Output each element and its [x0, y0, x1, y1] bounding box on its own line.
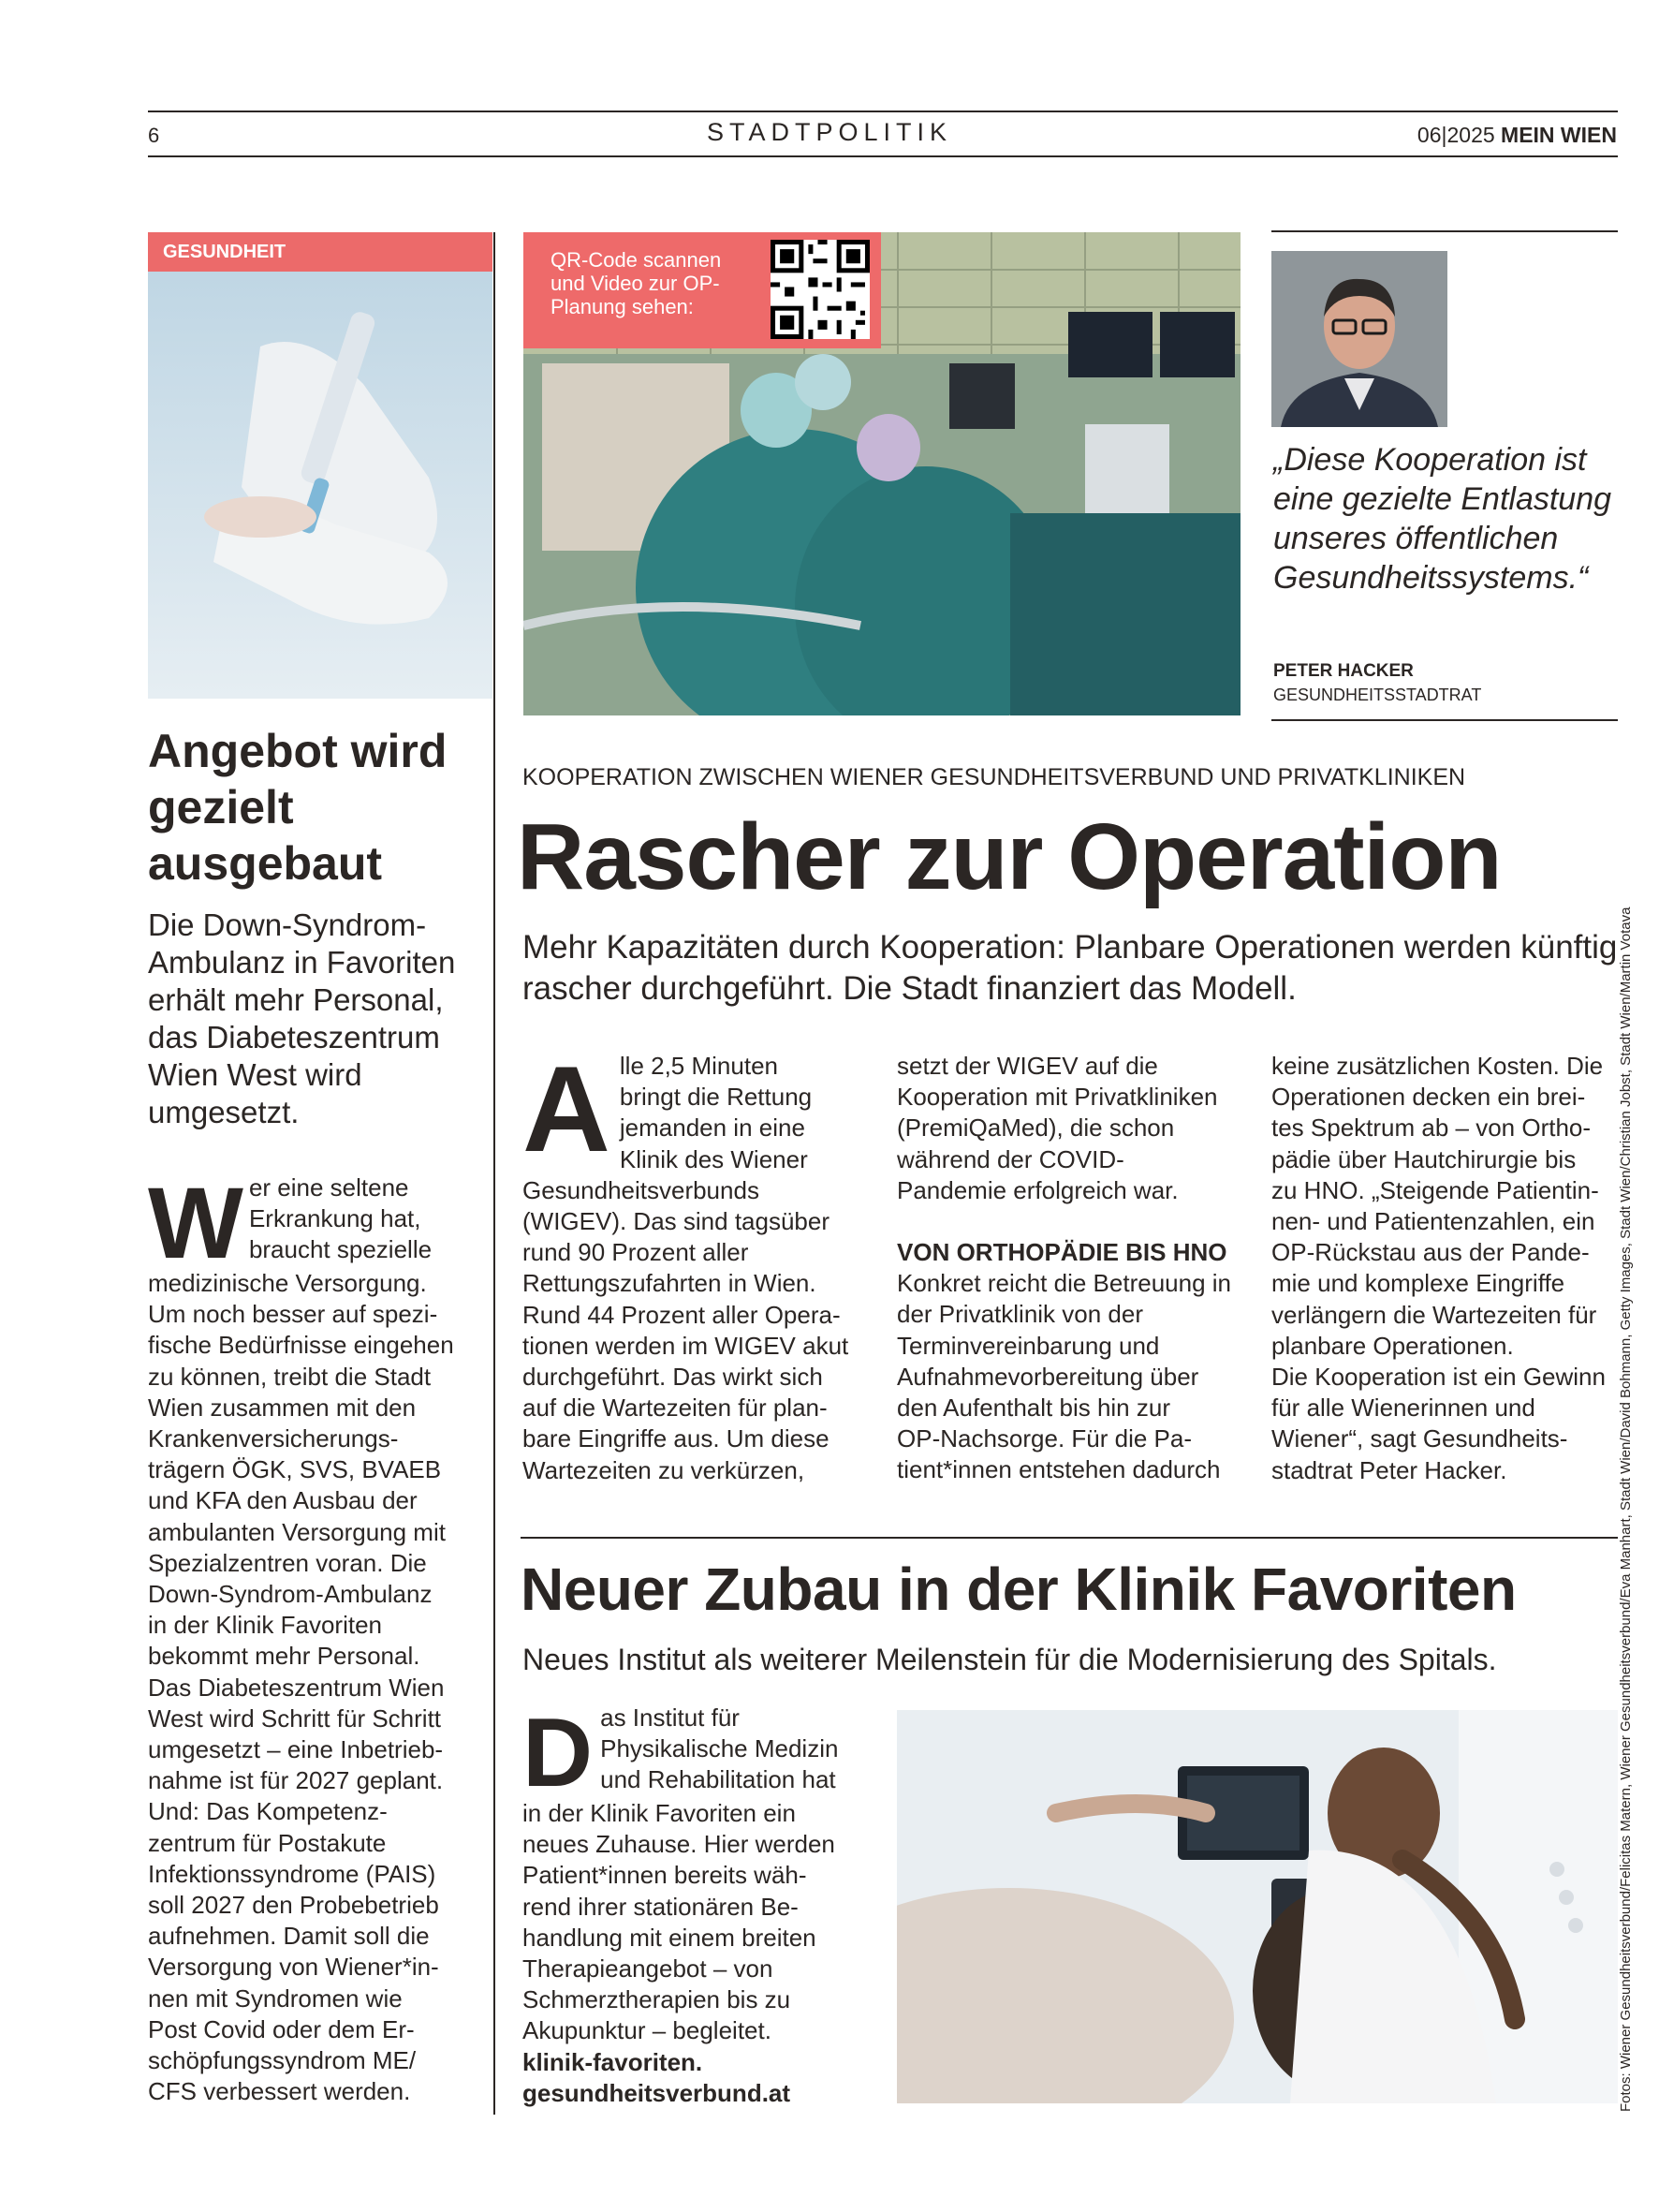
left-body-line: Down-Syndrom-Ambulanz	[148, 1580, 433, 1609]
left-headline: Angebot wird gezielt ausgebaut	[148, 725, 448, 890]
body-line: setzt der WIGEV auf die	[897, 1052, 1158, 1080]
left-body-line: zu können, treibt die Stadt	[148, 1362, 432, 1391]
body-line: stadtrat Peter Hacker.	[1271, 1455, 1507, 1484]
body-line: bringt die Rettung	[619, 1083, 813, 1112]
left-body-line: und KFA den Ausbau der	[148, 1486, 418, 1515]
section-heading: VON ORTHOPÄDIE BIS HNO	[897, 1238, 1227, 1267]
photo-credit: Fotos: Wiener Gesundheitsverbund/Felicitas Matern, Wiener Gesundheitsverbund/Eva Manhart, Stadt Wien/David Bohmann, Getty Images, Stadt Wien/Christian Jobst, Stadt Wien/Martin Votava	[1618, 907, 1634, 2112]
body-line: für alle Wienerinnen und	[1271, 1394, 1535, 1423]
body-line: Patient*innen bereits wäh-	[522, 1861, 807, 1890]
body-line: Gesundheitsverbunds	[522, 1175, 759, 1204]
body-line: Terminvereinbarung und	[897, 1331, 1160, 1360]
second-article-subtitle: Neues Institut als weiterer Meilenstein für die Modernisierung des Spitals.	[522, 1643, 1497, 1676]
left-body-line: fische Bedürfnisse eingehen	[148, 1331, 454, 1360]
qr-caption: QR-Code scannen und Video zur OP-Planung sehen:	[551, 248, 722, 318]
body-line: Pandemie erfolgreich war.	[897, 1175, 1179, 1204]
body-line: Aufnahmevorbereitung über	[897, 1362, 1199, 1391]
body-line: Physikalische Medizin	[600, 1734, 839, 1763]
left-body-line: nahme ist für 2027 geplant.	[148, 1766, 444, 1795]
body-line: mie und komplexe Eingriffe	[1271, 1269, 1565, 1298]
body-line: tionen werden im WIGEV akut	[522, 1331, 849, 1360]
left-body-line: West wird Schritt für Schritt	[148, 1703, 442, 1733]
body-line: jemanden in eine	[619, 1113, 805, 1143]
left-dropcap: W	[148, 1166, 243, 1279]
body-line: handlung mit einem breiten	[522, 1923, 816, 1952]
section-title: STADTPOLITIK	[706, 118, 953, 146]
body-line: in der Klinik Favoriten ein	[522, 1799, 796, 1827]
body-line: während der COVID-	[897, 1144, 1124, 1173]
left-body-line: schöpfungssyndrom ME/	[148, 2046, 417, 2075]
left-body-line: Wien zusammen mit den	[148, 1393, 417, 1422]
body-line: pädie über Hautchirurgie bis	[1271, 1144, 1577, 1173]
website-link-line[interactable]: gesundheitsverbund.at	[522, 2078, 791, 2107]
body-line: tes Spektrum ab – von Ortho-	[1271, 1113, 1592, 1143]
quote-top-rule	[1271, 230, 1618, 232]
body-line: Akupunktur – begleitet.	[522, 2016, 771, 2045]
body-line: lle 2,5 Minuten	[619, 1052, 778, 1080]
left-body-line: CFS verbessert werden.	[148, 2077, 411, 2106]
left-body-line: bekommt mehr Personal.	[148, 1642, 420, 1671]
body-line: Schmerztherapien bis zu	[522, 1985, 791, 2014]
body-line: as Institut für	[600, 1703, 740, 1732]
article-column-1	[522, 1040, 888, 1486]
left-body-line: soll 2027 den Probebetrieb	[148, 1891, 439, 1920]
body-line: rend ihrer stationären Be-	[522, 1892, 799, 1921]
body-line: verlängern die Wartezeiten für	[1271, 1300, 1597, 1329]
body-line: Therapieangebot – von	[522, 1954, 773, 1983]
article-dropcap: A	[522, 1040, 610, 1177]
ultrasound-photo	[897, 1710, 1618, 2103]
body-line: neues Zuhause. Hier werden	[522, 1830, 835, 1859]
left-body-line: Spezialzentren voran. Die	[148, 1548, 427, 1577]
left-body-line: umgesetzt – eine Inbetrieb-	[148, 1735, 444, 1764]
article-column-3	[1271, 1051, 1622, 1486]
second-dropcap: D	[522, 1699, 594, 1807]
body-line: auf die Wartezeiten für plan-	[522, 1394, 828, 1423]
body-line: tient*innen entstehen dadurch	[897, 1455, 1221, 1484]
left-body-line: er eine seltene	[248, 1173, 409, 1202]
left-body-line: Infektionssyndrome (PAIS)	[148, 1859, 436, 1888]
body-line: zu HNO. „Steigende Patientin-	[1271, 1175, 1599, 1204]
body-line: und Rehabilitation hat	[600, 1765, 836, 1794]
left-body-line: Erkrankung hat,	[248, 1204, 421, 1233]
issue-date: 06|2025	[1417, 123, 1495, 147]
second-article-body	[522, 1699, 889, 2109]
category-tag: GESUNDHEIT	[148, 232, 492, 272]
body-line: bare Eingriffe aus. Um diese	[522, 1424, 830, 1453]
left-body-line: Krankenversicherungs-	[148, 1424, 399, 1453]
body-line: Wartezeiten zu verkürzen,	[522, 1455, 805, 1484]
header-bottom-rule	[148, 155, 1618, 157]
second-article-title: Neuer Zubau in der Klinik Favoriten	[521, 1556, 1517, 1623]
article-kicker: KOOPERATION ZWISCHEN WIENER GESUNDHEITSVERBUND UND PRIVATKLINIKEN	[522, 764, 1466, 790]
left-body-line: Post Covid oder dem Er-	[148, 2014, 415, 2043]
page-number: 6	[148, 124, 160, 147]
left-body-line: Versorgung von Wiener*in-	[148, 1953, 439, 1982]
diabetes-photo	[148, 272, 492, 699]
brand-name: MEIN WIEN	[1501, 123, 1617, 147]
left-body-line: Um noch besser auf spezi-	[148, 1300, 438, 1329]
body-line: der Privatklinik von der	[897, 1300, 1143, 1329]
left-body-line: braucht spezielle	[248, 1235, 433, 1264]
article-subtitle: Mehr Kapazitäten durch Kooperation: Planbare Operationen werden künftig rascher durchgeführt. Die Stadt finanziert das Modell.	[522, 929, 1618, 1007]
article-column-2	[897, 1051, 1264, 1486]
body-line: OP-Nachsorge. Für die Pa-	[897, 1424, 1193, 1453]
body-line: rund 90 Prozent aller	[522, 1238, 749, 1267]
body-line: nen- und Patientenzahlen, ein	[1271, 1207, 1595, 1236]
body-line: Rund 44 Prozent aller Opera-	[522, 1300, 841, 1329]
left-body-line: medizinische Versorgung.	[148, 1269, 427, 1297]
quote-author-role: GESUNDHEITSSTADTRAT	[1273, 686, 1482, 704]
body-line: durchgeführt. Das wirkt sich	[522, 1363, 823, 1392]
body-line: Rettungszufahrten in Wien.	[522, 1269, 816, 1298]
body-line: den Aufenthalt bis hin zur	[897, 1394, 1170, 1423]
body-line: (PremiQaMed), die schon	[897, 1113, 1175, 1143]
left-body-line: aufnehmen. Damit soll die	[148, 1922, 430, 1951]
website-link[interactable]	[522, 2047, 889, 2109]
header-top-rule	[148, 111, 1618, 112]
left-body	[148, 1166, 504, 2107]
left-body-line: Das Diabeteszentrum Wien	[148, 1673, 445, 1702]
portrait-photo	[1271, 251, 1447, 427]
left-body-line: zentrum für Postakute	[148, 1828, 387, 1857]
article-title: Rascher zur Operation	[517, 804, 1502, 909]
column-divider	[493, 232, 495, 2115]
quote-text: „Diese Kooperation ist eine gezielte Entlastung unseres öffentlichen Gesundheitssystems.“	[1273, 442, 1612, 596]
body-line: Konkret reicht die Betreuung in	[897, 1269, 1231, 1298]
left-body-line: trägern ÖGK, SVS, BVAEB	[148, 1455, 442, 1484]
body-line: Operationen decken ein brei-	[1271, 1083, 1586, 1112]
body-line: (WIGEV). Das sind tagsüber	[522, 1207, 830, 1236]
body-line: OP-Rückstau aus der Pande-	[1271, 1238, 1590, 1267]
left-lead: Die Down-Syndrom-Ambulanz in Favoriten erhält mehr Personal, das Diabeteszentrum Wien West wird umgesetzt.	[148, 907, 456, 1129]
left-body-line: in der Klinik Favoriten	[148, 1611, 382, 1640]
quote-bottom-rule	[1271, 719, 1618, 721]
article-separator	[521, 1537, 1618, 1539]
body-line: Die Kooperation ist ein Gewinn	[1271, 1363, 1606, 1392]
website-link-line[interactable]: klinik-favoriten.	[522, 2047, 703, 2076]
qr-code[interactable]	[771, 240, 870, 339]
quote-author: PETER HACKER	[1273, 661, 1414, 681]
body-line: planbare Operationen.	[1271, 1331, 1514, 1360]
left-body-line: Und: Das Kompetenz-	[148, 1797, 388, 1826]
left-body-line: nen mit Syndromen wie	[148, 1983, 403, 2013]
issue-label	[1417, 123, 1617, 148]
body-line: keine zusätzlichen Kosten. Die	[1271, 1052, 1604, 1080]
body-line: Kooperation mit Privatkliniken	[897, 1083, 1218, 1112]
body-line: Wiener“, sagt Gesundheits-	[1271, 1424, 1568, 1453]
body-line: Klinik des Wiener	[619, 1144, 808, 1173]
left-body-line: ambulanten Versorgung mit	[148, 1517, 446, 1546]
